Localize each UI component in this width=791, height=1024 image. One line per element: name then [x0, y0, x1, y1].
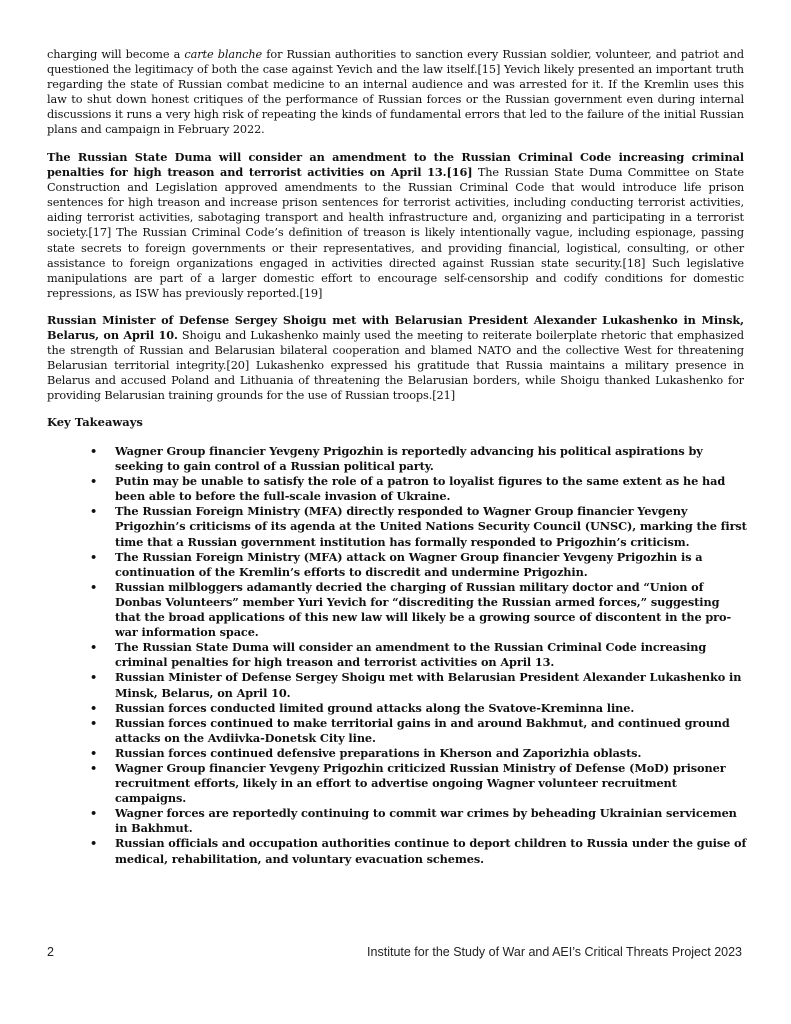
bullet-icon: • [90, 504, 98, 519]
takeaway-item [47, 504, 747, 549]
paragraph-lead: The Russian State Duma will consider an amendment to the Russian Criminal Code increasing criminal penalties for high treason and terrorist activities on April 13.[16] [47, 150, 744, 180]
bullet-icon: • [90, 700, 98, 715]
paragraph-yevich-case [47, 47, 744, 138]
takeaway-text: Putin may be unable to satisfy the role of a patron to loyalist figures to the same extent as he had been able to before the full-scale invasion of Ukraine. [115, 474, 726, 504]
takeaway-text: Russian officials and occupation authorities continue to deport children to Russia under the guise of medical, rehabilitation, and voluntary evacuation schemes. [115, 836, 747, 866]
paragraph-text: for Russian authorities to sanction every Russian soldier, volunteer, and patriot and questioned the legitimacy of both the case against Yevich and the law itself.[15] Yevich likely presented an important truth regarding the state of Russian combat medicine to an internal audience and was arrested for it. If the Kremlin uses this law to shut down honest critiques of the performance of Russian forces or the Russian government even during internal discussions it runs a very high risk of repeating the kinds of fundamental errors that led to the failure of the initial Russian plans and campaign in February 2022. [47, 48, 745, 137]
paragraph-lead: Russian Minister of Defense Sergey Shoigu met with Belarusian President Alexander Lukashenko in Minsk, Belarus, on April 10. [47, 313, 744, 343]
takeaway-item [47, 580, 747, 640]
footer-credit: Institute for the Study of War and AEI’s Critical Threats Project 2023 [367, 945, 742, 959]
takeaway-item [47, 836, 747, 866]
bullet-icon: • [90, 549, 98, 564]
takeaway-text: The Russian State Duma will consider an amendment to the Russian Criminal Code increasing criminal penalties for high treason and terrorist activities on April 13. [115, 640, 707, 670]
paragraph-body: Shoigu and Lukashenko mainly used the meeting to reiterate boilerplate rhetoric that emphasized the strength of Russian and Belarusian bilateral cooperation and blamed NATO and the collective West for threatening Belarusian territorial integrity.[20] Lukashenko expressed his gratitude that Russia maintains a military presence in Belarus and accused Poland and Lithuania of threatening the Belarusian borders, while Shoigu thanked Lukashenko for providing Belarusian training grounds for the use of Russian troops.[21] [47, 329, 744, 403]
bullet-icon: • [90, 715, 98, 730]
takeaway-text: Wagner Group financier Yevgeny Prigozhin criticized Russian Ministry of Defense (MoD) prisoner recruitment efforts, likely in an effort to advertise ongoing Wagner volunteer recruitment campaigns. [115, 760, 726, 806]
takeaway-item [47, 761, 747, 806]
bullet-icon: • [90, 760, 98, 775]
key-takeaways-list [47, 444, 747, 867]
bullet-icon: • [90, 474, 98, 489]
takeaway-item [47, 640, 747, 670]
takeaway-text: Russian forces continued to make territorial gains in and around Bakhmut, and continued ground attacks on the Avdiivka-Donetsk City line. [115, 715, 730, 745]
takeaway-item [47, 670, 747, 700]
page-footer [47, 945, 742, 961]
paragraph-body: The Russian State Duma Committee on State Construction and Legislation approved amendments to the Russian Criminal Code that would introduce life prison sentences for high treason and increase prison sentences for terrorist activities, including conducting terrorist activities, aiding terrorist activities, sabotaging transport and health infrastructure and, organizing and participating in a terrorist society.[17] The Russian Criminal Code’s definition of treason is likely intentionally vague, including espionage, passing state secrets to foreign governments or their representatives, and providing financial, logistical, consulting, or other assistance to foreign organizations engaged in activities directed against Russian state security.[18] Such legislative manipulations are part of a larger domestic effort to encourage self-censorship and codify conditions for domestic repressions, as ISW has previously reported.[19] [47, 166, 744, 300]
takeaway-text: Russian forces continued defensive preparations in Kherson and Zaporizhia oblasts. [115, 745, 642, 760]
takeaway-item [47, 550, 747, 580]
takeaway-item [47, 746, 747, 761]
bullet-icon: • [90, 836, 98, 851]
takeaway-text: Wagner Group financier Yevgeny Prigozhin is reportedly advancing his political aspirations by seeking to gain control of a Russian political party. [115, 444, 703, 474]
takeaway-text: The Russian Foreign Ministry (MFA) directly responded to Wagner Group financier Yevgeny Prigozhin’s criticisms of its agenda at the United Nations Security Council (UNSC), marking the first time that a Russian government institution has formally responded to Prigozhin’s criticism. [115, 504, 747, 549]
takeaway-item [47, 716, 747, 746]
bullet-icon: • [90, 806, 98, 821]
takeaway-text: Russian milbloggers adamantly decried the charging of Russian military doctor and “Union of Donbas Volunteers” member Yuri Yevich for “discrediting the Russian armed forces,” suggesting that the broad applications of this new law will likely be a growing source of discontent in the pro-war information space. [115, 579, 732, 640]
key-takeaways-heading: Key Takeaways [47, 415, 143, 429]
takeaway-item [47, 444, 747, 474]
paragraph-duma-amendment [47, 150, 744, 301]
takeaway-text: Wagner forces are reportedly continuing to commit war crimes by beheading Ukrainian servicemen in Bakhmut. [115, 806, 737, 836]
paragraph-shoigu-lukashenko [47, 313, 744, 404]
bullet-icon: • [90, 745, 98, 760]
takeaway-text: The Russian Foreign Ministry (MFA) attack on Wagner Group financier Yevgeny Prigozhin is a continuation of the Kremlin’s efforts to discredit and undermine Prigozhin. [115, 549, 703, 579]
italic-phrase: carte blanche [184, 48, 263, 61]
takeaway-text: Russian forces conducted limited ground attacks along the Svatove-Kreminna line. [115, 700, 635, 715]
takeaway-text: Russian Minister of Defense Sergey Shoigu met with Belarusian President Alexander Lukashenko in Minsk, Belarus, on April 10. [115, 670, 742, 700]
bullet-icon: • [90, 444, 98, 458]
paragraph-text: charging will become a [47, 48, 185, 61]
page-number: 2 [47, 945, 54, 959]
bullet-icon: • [90, 640, 98, 655]
takeaway-item [47, 474, 747, 504]
bullet-icon: • [90, 670, 98, 685]
takeaway-item [47, 701, 747, 716]
takeaway-item [47, 806, 747, 836]
bullet-icon: • [90, 579, 98, 594]
